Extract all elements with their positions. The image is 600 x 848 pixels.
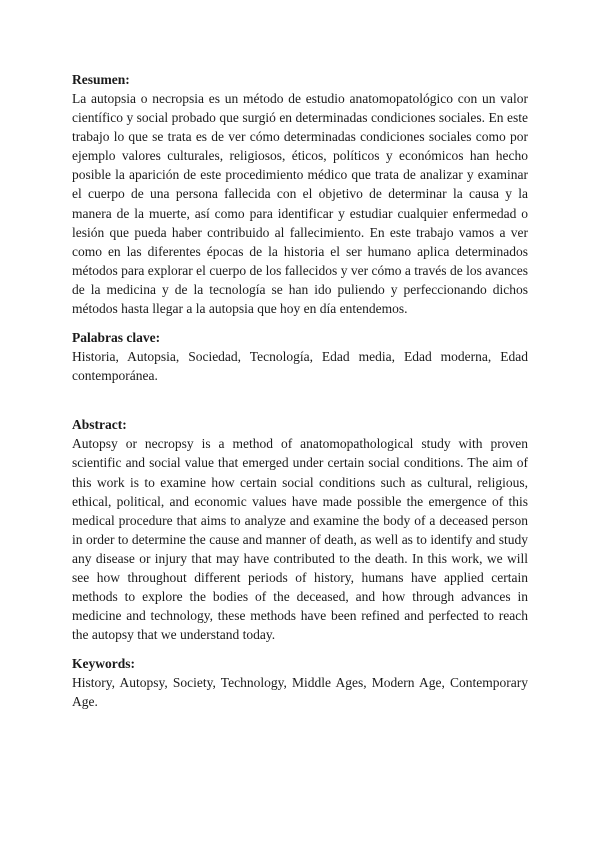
abstract-heading: Abstract: [72, 417, 127, 433]
abstract-section [72, 415, 528, 644]
resumen-body: La autopsia o necropsia es un método de estudio anatomopatológico con un valor científico y social probado que surgió en determinadas condiciones sociales. En este trabajo lo que se trata es de ver cómo determinadas condiciones sociales como por ejemplo valores culturales, religiosos, éticos, políticos y económicos han hecho posible la aparición de este procedimiento médico que trata de analizar y examinar el cuerpo de una persona fallecida con el objetivo de determinar la causa y la manera de la muerte, así como para identificar y estudiar cualquier enfermedad o lesión que pueda haber contribuido al fallecimiento. En este trabajo vamos a ver como en las diferentes épocas de la historia el ser humano aplica determinados métodos para explorar el cuerpo de los fallecidos y ver cómo a través de los avances de la medicina y de la tecnología se han ido puliendo y perfeccionando dichos métodos hasta llegar a la autopsia que hoy en día entendemos. [72, 91, 528, 317]
keywords-heading: Keywords: [72, 656, 135, 672]
palabras-clave-heading: Palabras clave: [72, 330, 161, 346]
palabras-clave-section [72, 328, 528, 385]
document-page [72, 70, 528, 712]
resumen-heading: Resumen: [72, 72, 130, 87]
keywords-section [72, 654, 528, 711]
abstract-body: Autopsy or necropsy is a method of anatomopathological study with proven scientific and social value that emerged under certain social conditions. The aim of this work is to examine how certain social conditions such as cultural, religious, ethical, political, and economic values have made possible the emergence of this medical procedure that aims to analyze and examine the body of a deceased person in order to determine the cause and manner of death, as well as to identify and study any disease or injury that may have contributed to the death. In this work, we will see how throughout different periods of history, humans have applied certain methods to explore the bodies of the deceased, and how through advances in medicine and technology, these methods have been refined and perfected to reach the autopsy that we understand today. [72, 436, 528, 643]
resumen-section [72, 70, 528, 318]
keywords-body: History, Autopsy, Society, Technology, Middle Ages, Modern Age, Contemporary Age. [72, 675, 528, 710]
palabras-clave-body: Historia, Autopsia, Sociedad, Tecnología, Edad media, Edad moderna, Edad contemporánea. [72, 349, 528, 384]
